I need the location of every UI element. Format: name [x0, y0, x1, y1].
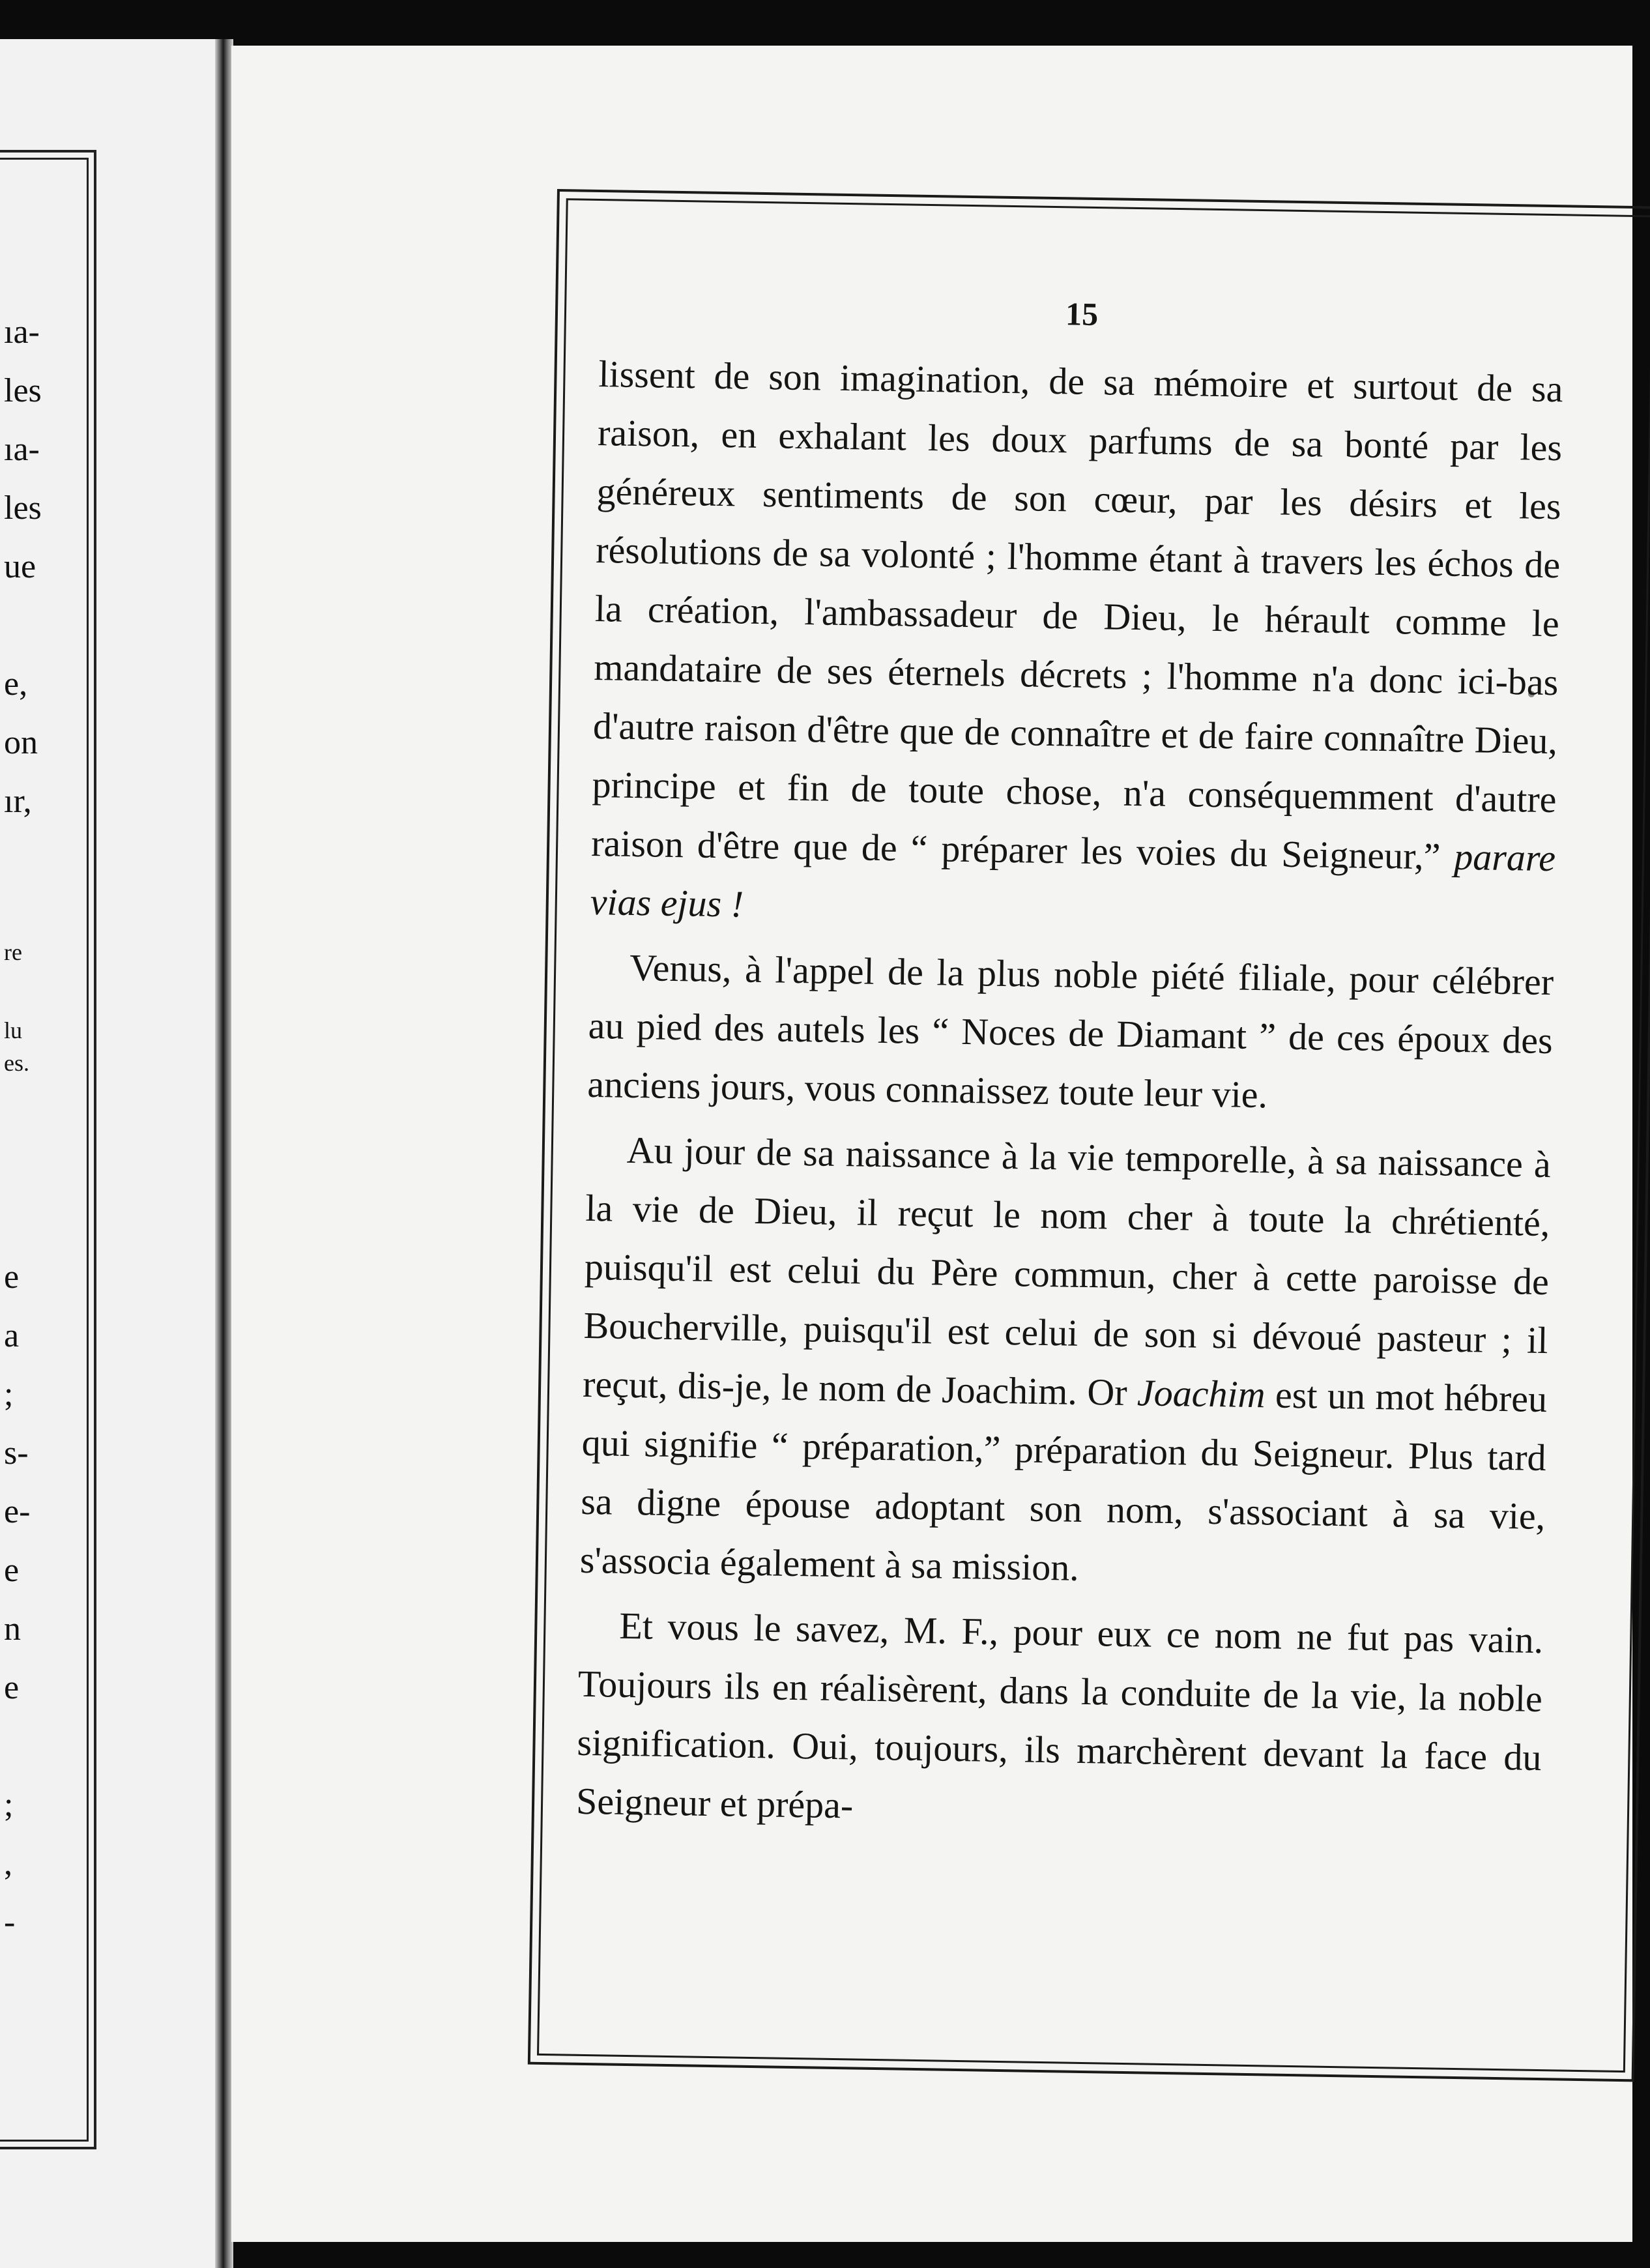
- left-text-fragment: les: [4, 372, 42, 409]
- latin-quote: parare vias ejus !: [590, 835, 1556, 925]
- page-border: [528, 189, 1650, 2082]
- page-text: [575, 277, 1564, 1852]
- left-text-fragment: re: [4, 939, 22, 965]
- left-text-fragment: ;: [4, 1376, 14, 1413]
- paragraph-text: lissent de son imagination, de sa mémoire et surtout de sa raison, en exhalant les doux parfums de sa bonté par les généreux sentiments de son cœur, par les désirs et les résolutions de sa volonté ; l'homme étant à travers les échos de la création, l'ambassadeur de Dieu, le hérault comme le mandataire de ses éternels décrets ; l'homme n'a donc ici-bas d'autre raison d'être que de connaître et de faire connaître Dieu, principe et fin de toute chose, n'a conséquemment d'autre raison d'être que de “ préparer les voies du Seigneur,”: [590, 353, 1563, 878]
- paragraph: [590, 345, 1563, 946]
- paragraph: [579, 1120, 1551, 1605]
- left-text-fragment: e: [4, 1552, 20, 1589]
- paragraph-text: Au jour de sa naissance à la vie temporelle, à sa naissance à la vie de Dieu, il reçut le nom cher à toute la chrétienté, puisqu'il est celui du Père commun, cher à cette paroisse de Boucherville, puisqu'il est celui de son si dévoué pasteur ; il reçut, dis-je, le nom de Joachim. Or: [582, 1128, 1552, 1414]
- paragraph-text: est un mot hébreu qui signifie “ préparation,” préparation du Seigneur. Plus tard sa digne épouse adoptant son nom, s'associant à sa vie, s'associa également à sa mission.: [579, 1373, 1548, 1589]
- left-text-fragment: s-: [4, 1434, 29, 1472]
- paragraph: Et vous le savez, M. F., pour eux ce nom ne fut pas vain. Toujours ils en réalisèrent, dans la conduite de la vie, la noble signification. Oui, toujours, ils marchèrent devant la face du Seigneur et prépa-: [575, 1604, 1544, 1827]
- left-text-fragment: ue: [4, 548, 36, 585]
- left-text-fragment: -: [4, 1904, 16, 1941]
- left-text-fragment: n: [4, 1610, 21, 1648]
- left-text-fragment: e: [4, 1669, 20, 1706]
- left-text-fragment: a: [4, 1317, 20, 1354]
- left-text-fragment: e,: [4, 665, 28, 703]
- left-text-fragment: on: [4, 724, 38, 761]
- left-text-fragment: e: [4, 1258, 20, 1296]
- left-text-fragment: ,: [4, 1845, 12, 1882]
- paragraph: Venus, à l'appel de la plus noble piété filiale, pour célébrer au pied des autels les “ Noces de Diamant ” de ces époux des anciens jours, vous connaissez toute leur vie.: [586, 946, 1554, 1116]
- left-text-fragment: ıa-: [4, 313, 40, 351]
- page-number: 15: [1065, 295, 1099, 333]
- book-spine: [215, 39, 233, 2268]
- italic-name: Joachim: [1136, 1371, 1266, 1416]
- left-text-fragment: lu: [4, 1017, 23, 1043]
- book-page: [231, 46, 1632, 2242]
- left-text-fragment: ıa-: [4, 431, 40, 468]
- left-text-fragment: es.: [4, 1050, 29, 1076]
- left-text-fragment: ;: [4, 1786, 14, 1824]
- left-page: [0, 39, 222, 2268]
- left-text-fragment: ır,: [4, 783, 32, 820]
- left-text-fragment: e-: [4, 1493, 31, 1530]
- left-text-fragment: les: [4, 489, 42, 527]
